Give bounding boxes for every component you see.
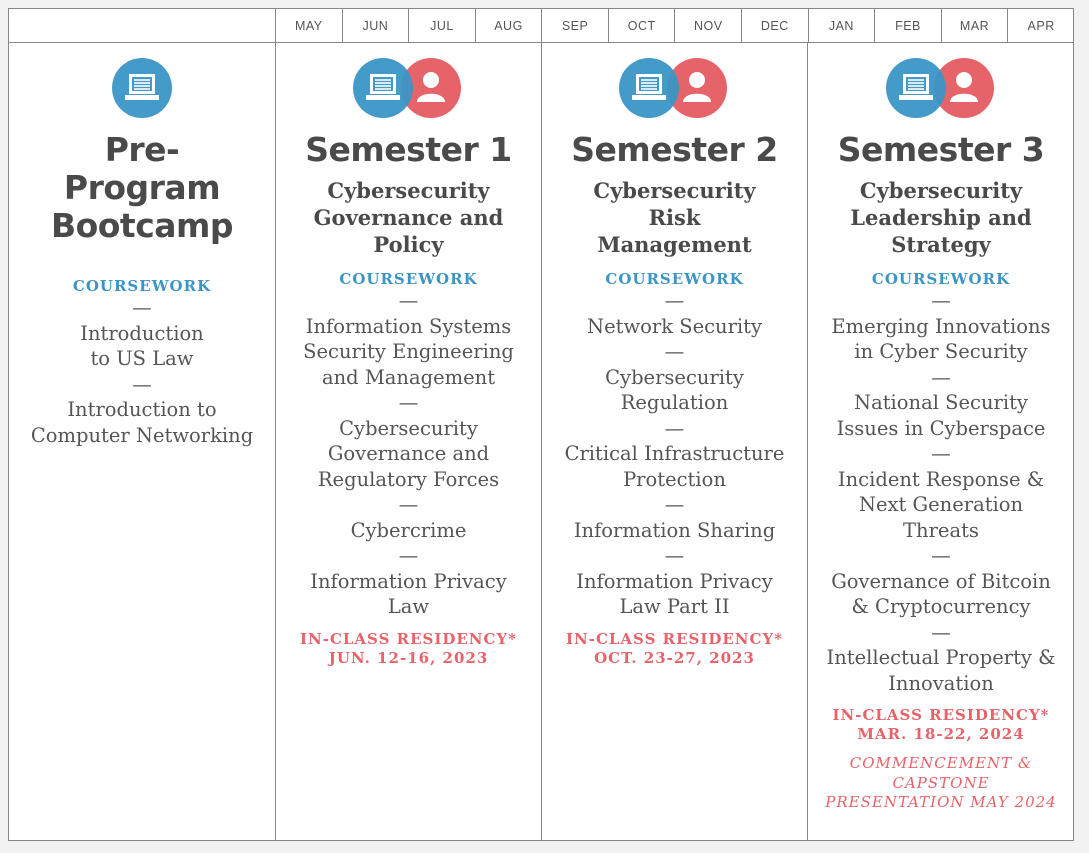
laptop-icon xyxy=(619,58,679,118)
subtitle-line: Risk xyxy=(648,205,701,230)
subtitle-line: Cybersecurity xyxy=(593,178,756,203)
course-line: Regulation xyxy=(620,391,729,414)
course-line: Governance and xyxy=(327,442,490,465)
residency-line: IN-CLASS RESIDENCY* xyxy=(565,629,784,648)
column-subtitle xyxy=(808,177,1074,258)
month-label: JAN xyxy=(808,9,875,42)
course-line: Issues in Cyberspace xyxy=(836,416,1046,440)
course-line: Cybercrime xyxy=(350,518,467,542)
course-line: Information Systems xyxy=(305,314,512,338)
commencement-line: CAPSTONE xyxy=(892,773,990,792)
residency-note xyxy=(276,630,541,668)
course-line: Computer Networking xyxy=(30,423,254,447)
separator-dash: — xyxy=(664,340,685,363)
residency-date: JUN. 12-16, 2023 xyxy=(328,648,489,667)
subtitle-line: Management xyxy=(597,232,752,257)
course-line: in Cyber Security xyxy=(854,340,1028,363)
column-subtitle xyxy=(276,177,541,258)
separator-dash: — xyxy=(664,416,685,440)
separator-dash: — xyxy=(664,493,685,516)
course-item xyxy=(808,390,1074,441)
column-title: Semester 2 xyxy=(571,130,778,169)
column-semester-1 xyxy=(275,43,541,840)
separator-dash: — xyxy=(931,544,951,567)
course-line: Regulatory Forces xyxy=(317,467,500,491)
month-label: MAY xyxy=(275,9,342,42)
coursework-label: COURSEWORK xyxy=(339,270,478,288)
separator-dash: — xyxy=(398,391,419,414)
subtitle-line: Cybersecurity xyxy=(859,178,1023,203)
course-line: Governance of Bitcoin xyxy=(831,569,1051,593)
separator-dash: — xyxy=(931,620,951,644)
coursework-label: COURSEWORK xyxy=(605,270,744,288)
program-timeline xyxy=(8,8,1074,841)
laptop-icon xyxy=(353,58,413,118)
course-item xyxy=(542,569,807,620)
course-line: Next Generation xyxy=(858,493,1024,516)
residency-date: OCT. 23-27, 2023 xyxy=(594,648,755,667)
column-semester-3 xyxy=(807,43,1074,840)
month-label: NOV xyxy=(674,9,741,42)
column-title xyxy=(9,131,275,245)
column-semester-2 xyxy=(541,43,807,840)
course-item xyxy=(276,569,541,620)
coursework-label: COURSEWORK xyxy=(72,277,212,295)
course-item xyxy=(9,321,275,372)
title-line: Program xyxy=(63,168,221,207)
course-item xyxy=(808,569,1074,620)
course-line: Cybersecurity xyxy=(339,416,478,440)
month-label: MAR xyxy=(941,9,1008,42)
icon-group xyxy=(542,58,807,118)
month-label: OCT xyxy=(608,9,675,42)
separator-dash: — xyxy=(398,289,419,312)
course-line: Security Engineering xyxy=(303,340,514,363)
month-label: DEC xyxy=(741,9,808,42)
course-line: Introduction xyxy=(80,321,204,345)
course-item xyxy=(808,314,1074,365)
course-item xyxy=(808,467,1074,544)
column-bootcamp xyxy=(9,43,275,840)
course-line: National Security xyxy=(854,391,1028,414)
title-line: Pre- xyxy=(104,130,180,169)
title-line: Bootcamp xyxy=(50,206,234,245)
course-line: Intellectual Property & xyxy=(826,646,1056,669)
course-line: Critical Infrastructure xyxy=(564,442,785,465)
course-line: Emerging Innovations xyxy=(831,314,1051,338)
subtitle-line: Policy xyxy=(373,232,444,257)
separator-dash: — xyxy=(931,289,951,312)
separator-dash: — xyxy=(398,544,419,567)
course-item xyxy=(542,441,807,492)
icon-group xyxy=(9,58,275,118)
separator-dash: — xyxy=(132,296,152,319)
course-item xyxy=(276,518,541,544)
course-item xyxy=(808,645,1074,696)
residency-date: MAR. 18-22, 2024 xyxy=(857,725,1025,743)
course-line: Introduction to xyxy=(67,398,217,421)
course-line: Information Privacy xyxy=(310,569,507,593)
coursework-label: COURSEWORK xyxy=(871,270,1011,288)
course-line: Incident Response & xyxy=(837,467,1045,491)
subtitle-line: Leadership and xyxy=(850,205,1032,230)
course-line: Protection xyxy=(623,467,726,491)
course-line: to US Law xyxy=(90,347,194,370)
course-item xyxy=(542,518,807,544)
course-item xyxy=(9,397,275,448)
course-line: Law xyxy=(387,595,430,618)
separator-dash: — xyxy=(931,442,951,465)
course-line: Information Sharing xyxy=(573,518,776,542)
month-label: JUN xyxy=(342,9,409,42)
commencement-line: COMMENCEMENT & xyxy=(849,754,1033,772)
course-line: Information Privacy xyxy=(576,569,773,593)
subtitle-line: Strategy xyxy=(891,232,991,257)
course-line: Innovation xyxy=(888,671,994,695)
course-line: Cybersecurity xyxy=(605,365,744,389)
course-line: Threats xyxy=(903,518,979,542)
commencement-line: PRESENTATION MAY 2024 xyxy=(825,793,1057,811)
subtitle-line: Governance and xyxy=(313,205,504,230)
subtitle-line: Cybersecurity xyxy=(327,178,490,203)
laptop-icon xyxy=(886,58,946,118)
icon-group xyxy=(808,58,1074,118)
separator-dash: — xyxy=(664,544,685,567)
separator-dash: — xyxy=(931,365,951,389)
residency-note xyxy=(542,630,807,668)
residency-line: IN-CLASS RESIDENCY* xyxy=(299,629,518,648)
column-title: Semester 1 xyxy=(305,130,512,169)
separator-dash: — xyxy=(132,372,152,396)
column-title: Semester 3 xyxy=(837,130,1045,169)
course-item xyxy=(276,314,541,391)
month-label: JUL xyxy=(408,9,475,42)
separator-dash: — xyxy=(664,289,685,312)
month-label: AUG xyxy=(475,9,542,42)
month-header xyxy=(275,9,1074,43)
course-item xyxy=(542,365,807,416)
commencement-note xyxy=(808,754,1074,813)
separator-dash: — xyxy=(398,493,419,516)
course-line: & Cryptocurrency xyxy=(851,595,1031,618)
course-line: Network Security xyxy=(587,314,762,338)
icon-group xyxy=(276,58,541,118)
month-label: FEB xyxy=(874,9,941,42)
header-spacer xyxy=(9,9,275,43)
column-subtitle xyxy=(542,177,807,258)
residency-note xyxy=(808,706,1074,744)
course-item xyxy=(276,416,541,493)
course-item xyxy=(542,314,807,340)
residency-line: IN-CLASS RESIDENCY* xyxy=(832,706,1050,724)
month-label: SEP xyxy=(541,9,608,42)
course-line: Law Part II xyxy=(619,595,730,618)
month-label: APR xyxy=(1007,9,1074,42)
laptop-icon xyxy=(112,58,172,118)
course-line: and Management xyxy=(321,365,496,389)
